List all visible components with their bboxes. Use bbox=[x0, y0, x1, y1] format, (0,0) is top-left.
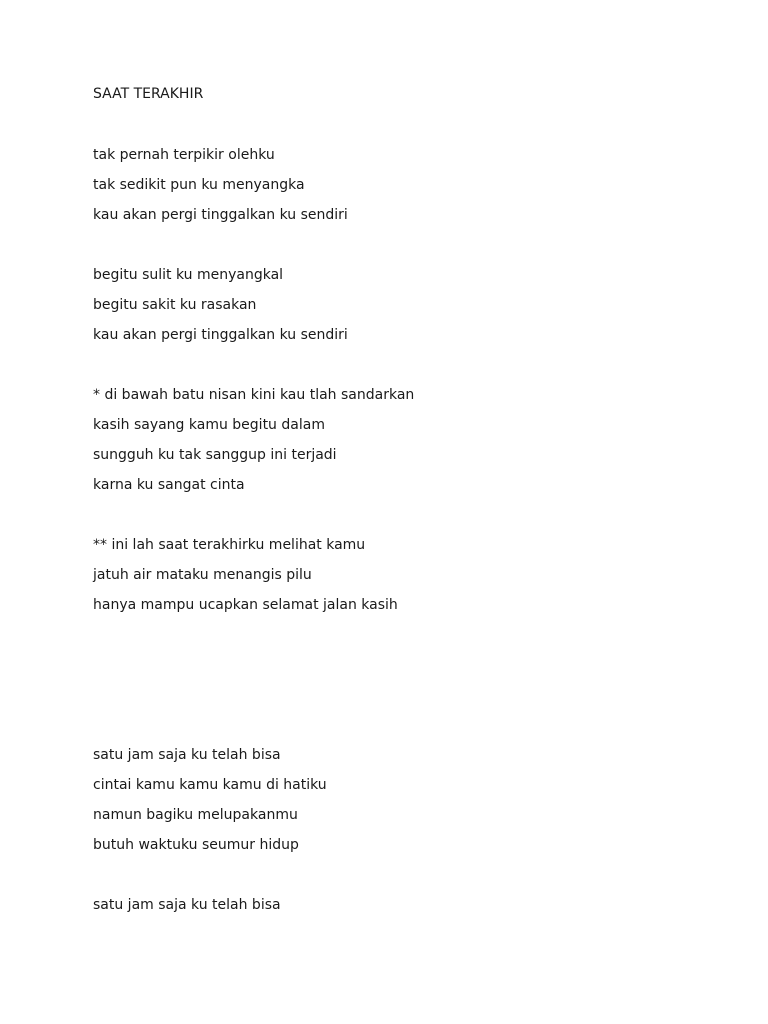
document-title: SAAT TERAKHIR bbox=[93, 86, 204, 102]
lyric-line: karna ku sangat cinta bbox=[93, 477, 245, 493]
lyric-line: sungguh ku tak sanggup ini terjadi bbox=[93, 447, 337, 463]
lyric-line: kau akan pergi tinggalkan ku sendiri bbox=[93, 327, 348, 343]
lyric-line: * di bawah batu nisan kini kau tlah sandarkan bbox=[93, 387, 415, 403]
lyric-line: kasih sayang kamu begitu dalam bbox=[93, 417, 325, 433]
lyric-line: hanya mampu ucapkan selamat jalan kasih bbox=[93, 597, 398, 613]
lyric-line: satu jam saja ku telah bisa bbox=[93, 747, 281, 763]
lyric-line: begitu sakit ku rasakan bbox=[93, 297, 257, 313]
lyric-line: cintai kamu kamu kamu di hatiku bbox=[93, 777, 327, 793]
lyric-line: satu jam saja ku telah bisa bbox=[93, 897, 281, 913]
lyric-line: begitu sulit ku menyangkal bbox=[93, 267, 284, 283]
lyric-line: tak sedikit pun ku menyangka bbox=[93, 177, 305, 193]
lyric-line: butuh waktuku seumur hidup bbox=[93, 837, 299, 853]
lyric-line: tak pernah terpikir olehku bbox=[93, 147, 275, 163]
lyric-line: jatuh air mataku menangis pilu bbox=[93, 567, 312, 583]
lyric-line: ** ini lah saat terakhirku melihat kamu bbox=[93, 537, 366, 553]
lyric-line: kau akan pergi tinggalkan ku sendiri bbox=[93, 207, 348, 223]
lyric-line: namun bagiku melupakanmu bbox=[93, 807, 298, 823]
